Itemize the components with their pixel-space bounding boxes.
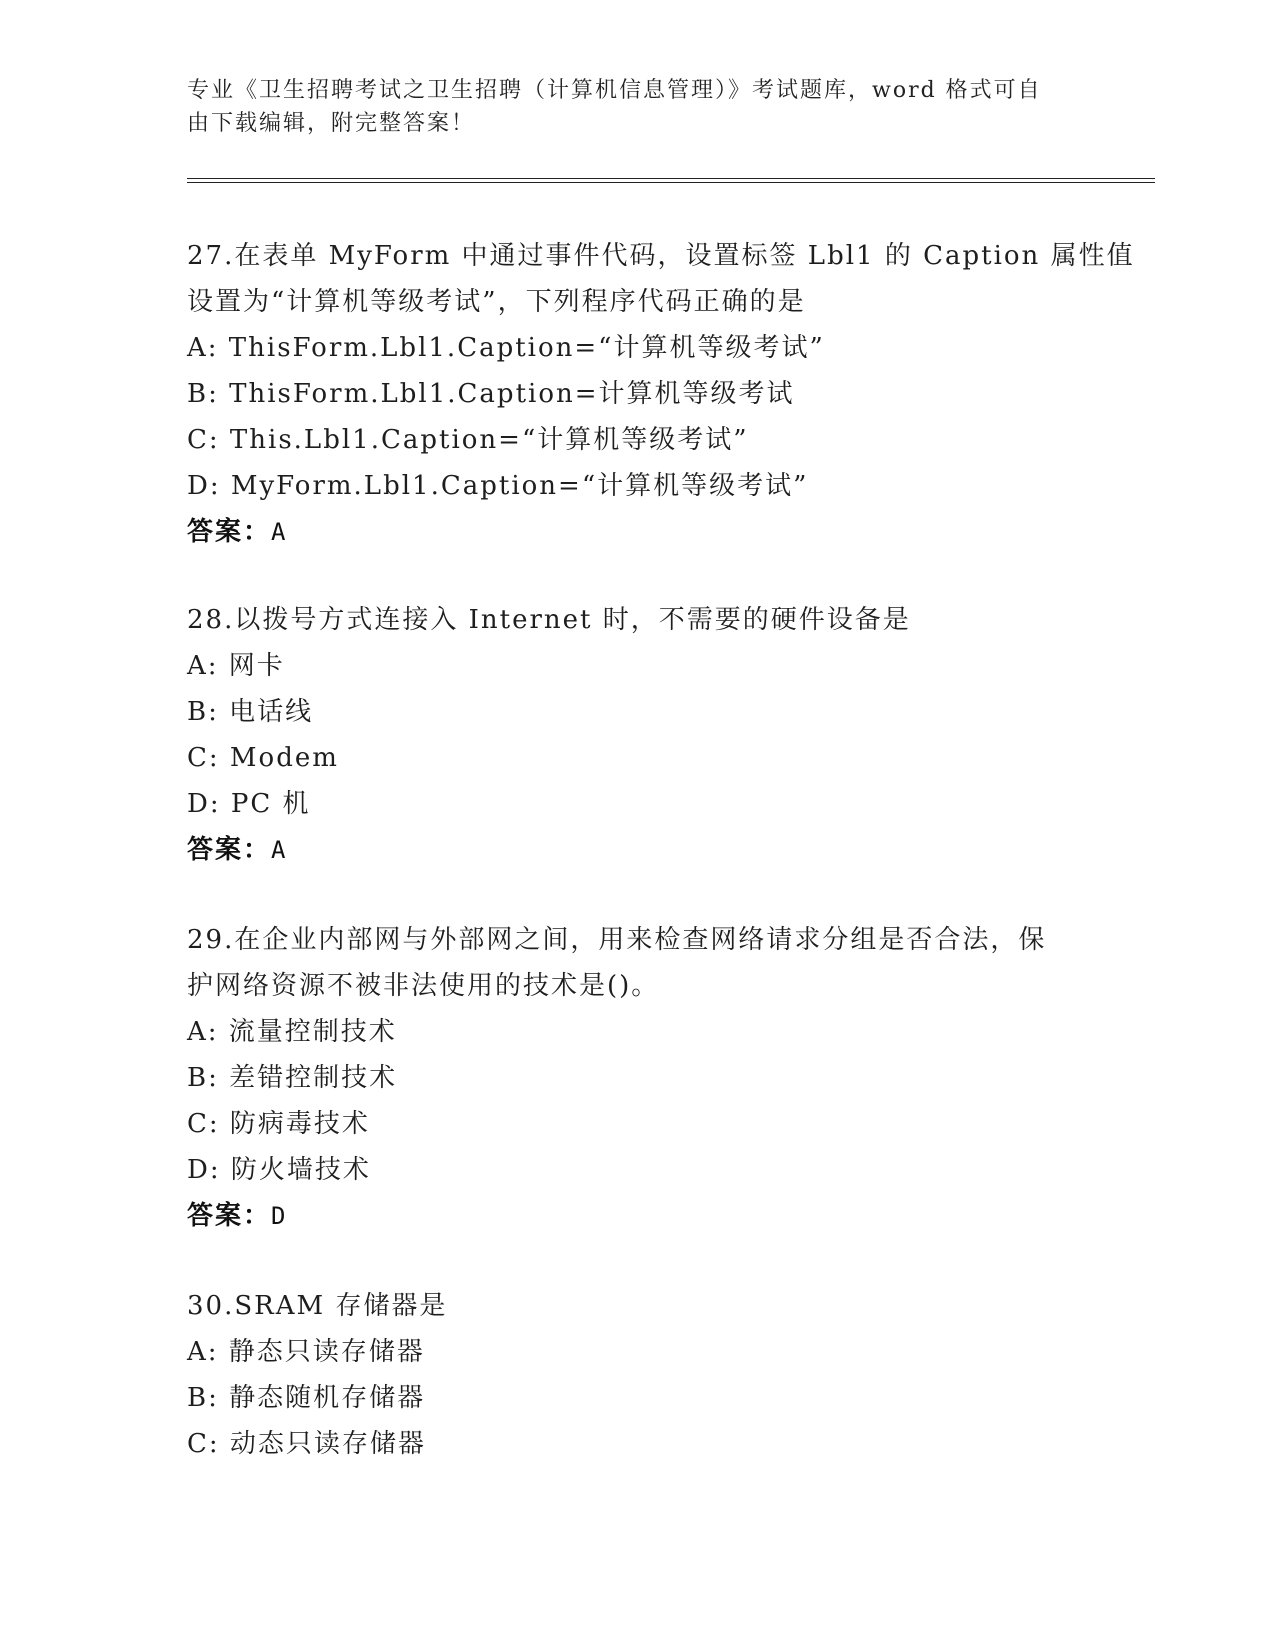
header-text-line: 由下载编辑，附完整答案！ [187,111,476,136]
option-a: A: 静态只读存储器 [187,1337,425,1367]
question-stem-line: 护网络资源不被非法使用的技术是()。 [187,971,660,1001]
option-c: C: This.Lbl1.Caption=“计算机等级考试” [187,425,749,455]
header-divider [187,178,1155,179]
header-divider [187,182,1155,183]
answer-label: 答案： [187,1201,272,1231]
answer-value: D [271,1202,286,1230]
header-text-line: 专业《卫生招聘考试之卫生招聘（计算机信息管理）》考试题库，word 格式可自 [187,78,1042,103]
answer-label: 答案： [187,835,272,865]
question-stem-line: 28.以拨号方式连接入 Internet 时，不需要的硬件设备是 [187,605,911,635]
option-d: D: MyForm.Lbl1.Caption=“计算机等级考试” [187,471,809,501]
option-b: B: 电话线 [187,697,314,727]
option-b: B: ThisForm.Lbl1.Caption=计算机等级考试 [187,379,795,409]
document-header [187,74,1087,140]
answer-line [187,509,1087,555]
answer-value: A [271,836,286,864]
option-b: B: 静态随机存储器 [187,1383,426,1413]
option-d: D: PC 机 [187,789,311,819]
option-a: A: 网卡 [187,651,285,681]
answer-line [187,827,1087,873]
option-a: A: 流量控制技术 [187,1017,397,1047]
option-c: C: 防病毒技术 [187,1109,370,1139]
answer-value: A [271,518,286,546]
option-a: A: ThisForm.Lbl1.Caption=“计算机等级考试” [187,333,825,363]
question-stem-line: 设置为“计算机等级考试”，下列程序代码正确的是 [187,287,806,317]
question-29 [187,917,1087,1239]
option-b: B: 差错控制技术 [187,1063,398,1093]
question-30 [187,1283,1087,1467]
question-27 [187,233,1135,555]
question-28 [187,597,1087,873]
question-stem-line: 27.在表单 MyForm 中通过事件代码，设置标签 Lbl1 的 Caption 属性值 [187,241,1135,271]
option-c: C: 动态只读存储器 [187,1429,426,1459]
question-stem-line: 29.在企业内部网与外部网之间，用来检查网络请求分组是否合法，保 [187,925,1047,955]
answer-label: 答案： [187,517,272,547]
option-d: D: 防火墙技术 [187,1155,371,1185]
question-stem-line: 30.SRAM 存储器是 [187,1291,448,1321]
option-c: C: Modem [187,743,339,773]
answer-line [187,1193,1087,1239]
